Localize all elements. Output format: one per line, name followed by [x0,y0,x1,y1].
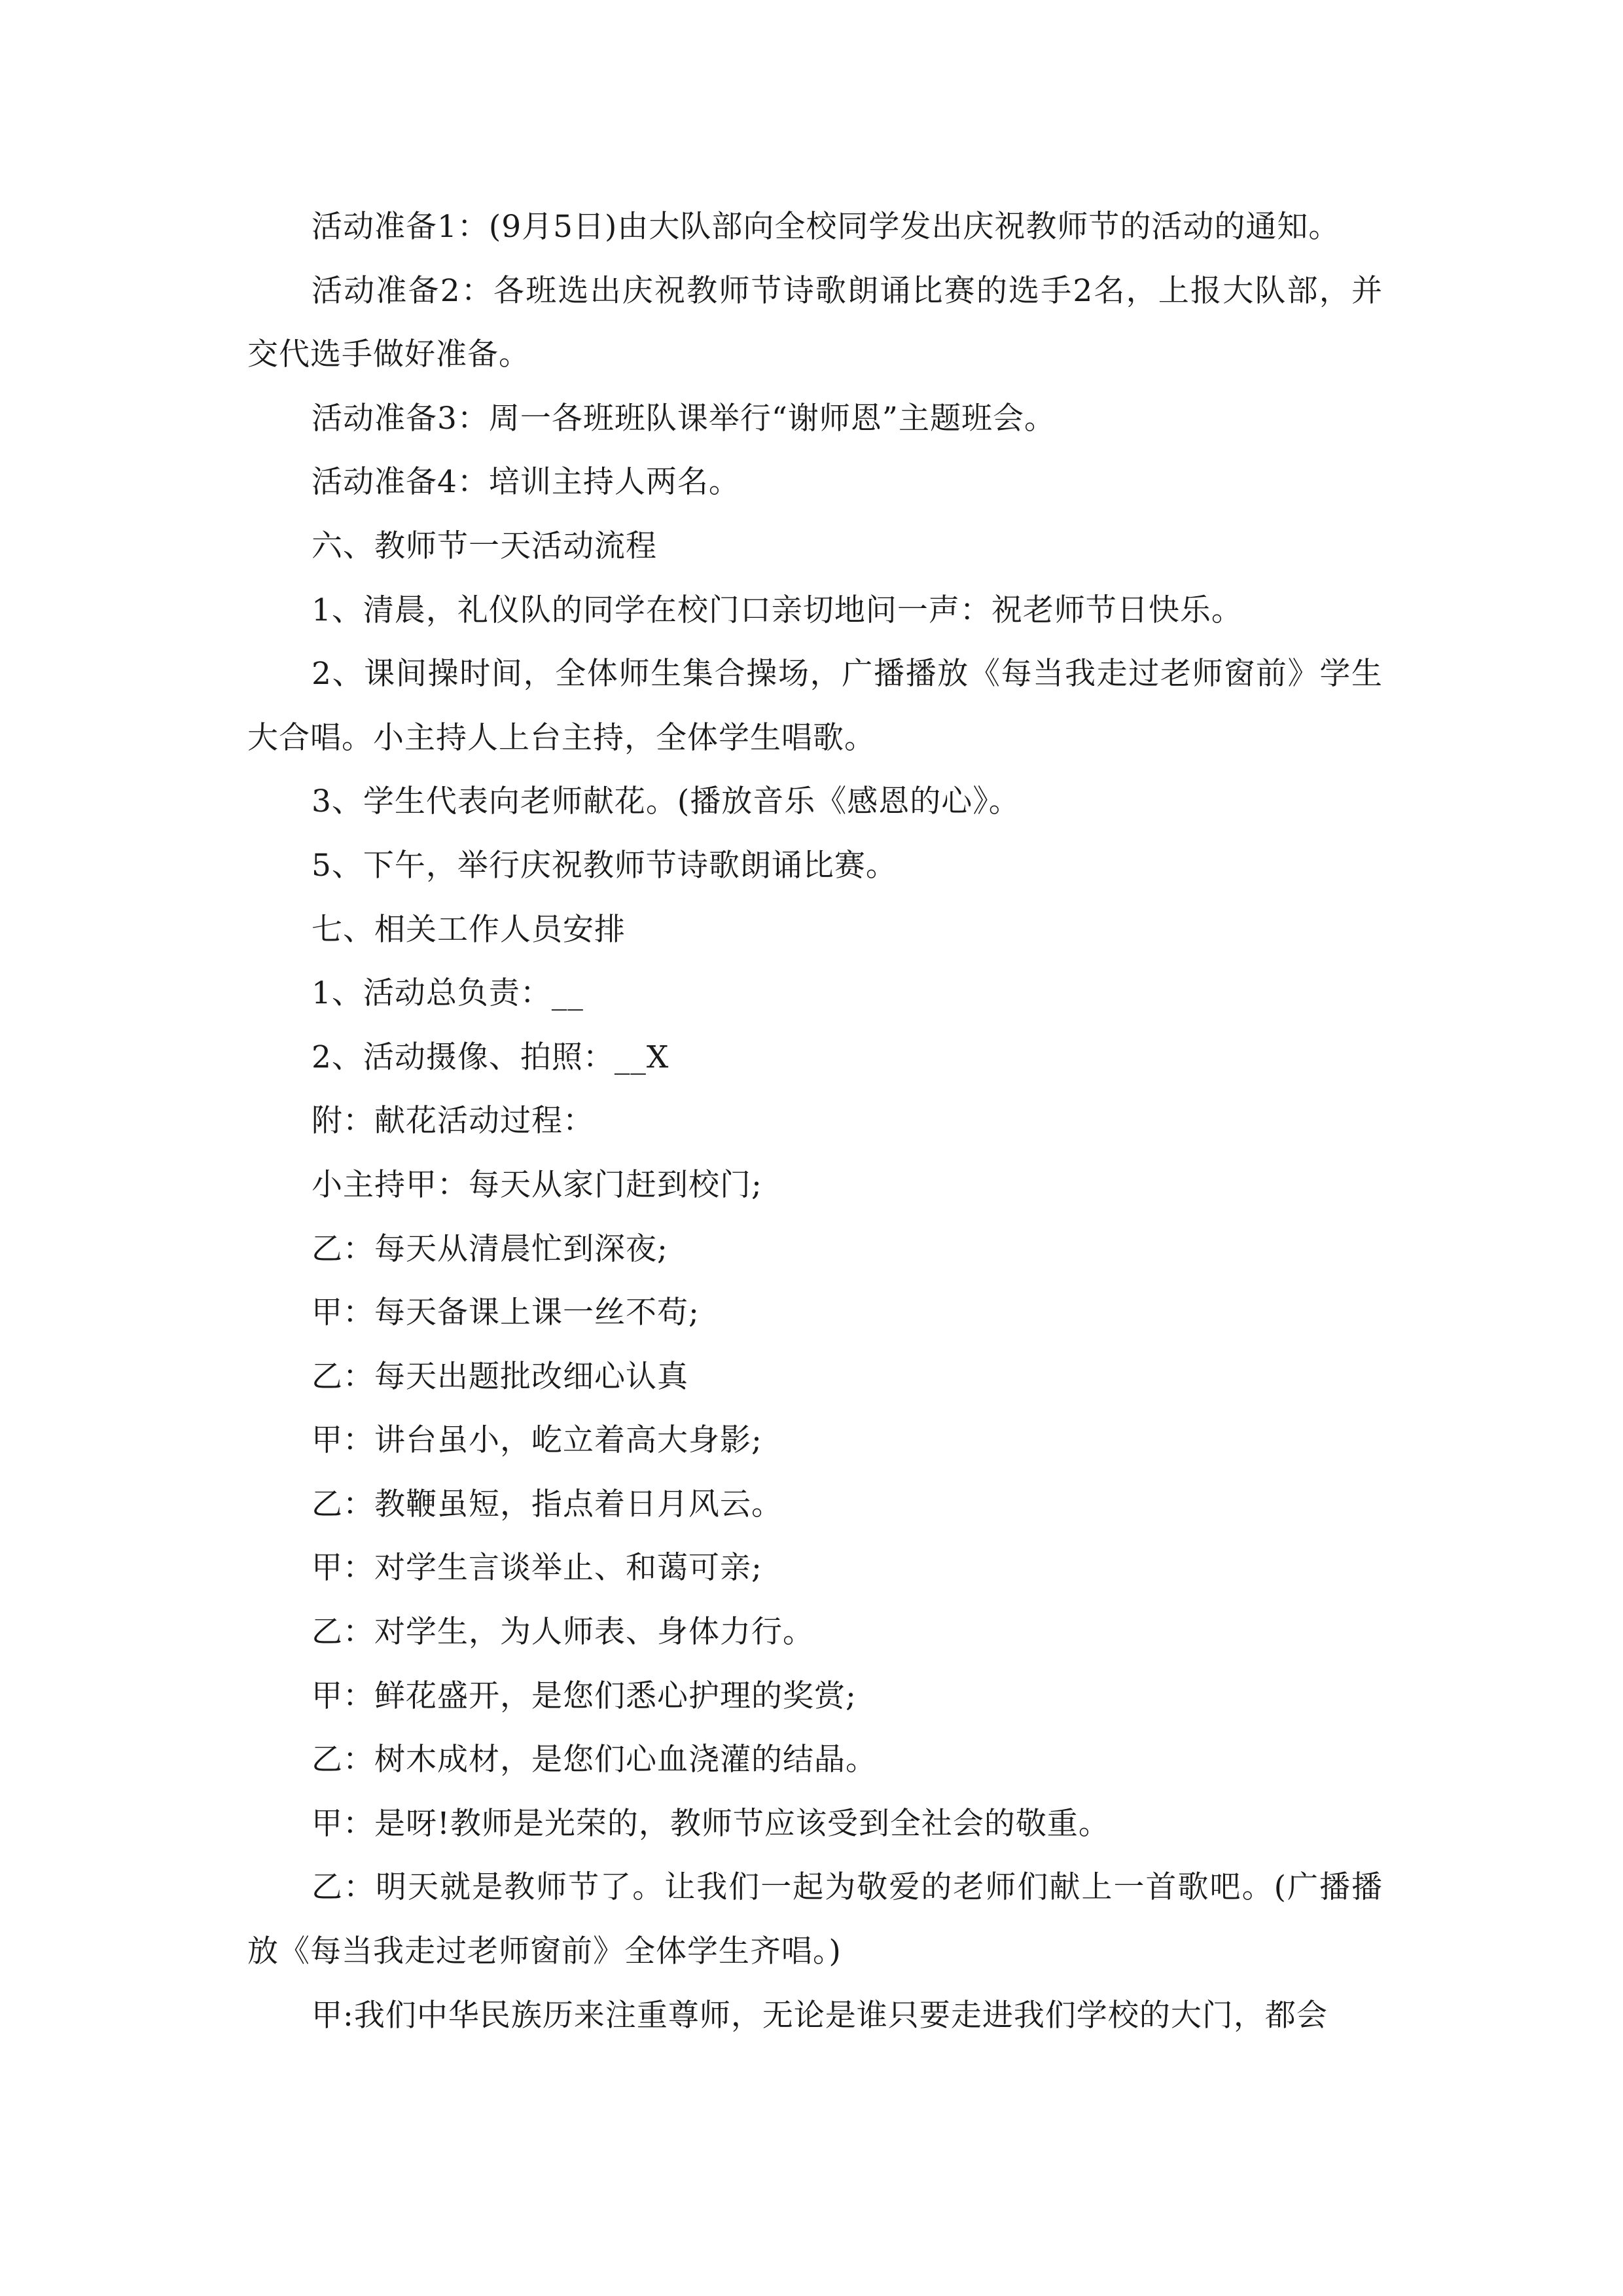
dialogue-line: 乙：对学生，为人师表、身体力行。 [312,1614,814,1651]
document-body [247,195,1383,2047]
dialogue-line: 甲：鲜花盛开，是您们悉心护理的奖赏; [312,1677,857,1714]
paragraph-prep-1: 活动准备1：(9月5日)由大队部向全校同学发出庆祝教师节的活动的通知。 [312,209,1340,245]
dialogue-line: 乙：每天出题批改细心认真 [312,1358,688,1395]
paragraph-prep-4: 活动准备4：培训主持人两名。 [312,464,740,501]
dialogue-line: 甲：对学生言谈举止、和蔼可亲; [312,1550,762,1587]
paragraph-prep-2: 活动准备2：各班选出庆祝教师节诗歌朗诵比赛的选手2名，上报大队部，并交代选手做好准备。 [247,272,1383,373]
paragraph-process-5: 5、下午，举行庆祝教师节诗歌朗诵比赛。 [312,847,897,884]
dialogue-line: 乙：明天就是教师节了。让我们一起为敬爱的老师们献上一首歌吧。(广播播放《每当我走过老师窗前》全体学生齐唱。) [247,1869,1383,1970]
dialogue-line: 乙：树木成材，是您们心血浇灌的结晶。 [312,1742,877,1778]
paragraph-prep-3: 活动准备3：周一各班班队课举行“谢师恩”主题班会。 [312,400,1056,437]
dialogue-line: 甲：是呀!教师是光荣的，教师节应该受到全社会的敬重。 [312,1805,1110,1842]
dialogue-line: 甲：每天备课上课一丝不苟; [312,1295,700,1331]
section-heading-process: 六、教师节一天活动流程 [312,528,657,564]
paragraph-process-2: 2、课间操时间，全体师生集合操场，广播播放《每当我走过老师窗前》学生大合唱。小主持人上台主持，全体学生唱歌。 [247,656,1383,756]
paragraph-process-3: 3、学生代表向老师献花。(播放音乐《感恩的心》。 [312,783,1020,820]
dialogue-line: 甲：讲台虽小，屹立着高大身影; [312,1422,762,1459]
paragraph-staff-1: 1、活动总负责：__ [312,975,584,1012]
paragraph-staff-2: 2、活动摄像、拍照：__X [312,1039,669,1075]
dialogue-line: 甲:我们中华民族历来注重尊师，无论是谁只要走进我们学校的大门，都会 [312,1997,1328,2034]
section-heading-staff: 七、相关工作人员安排 [312,911,626,948]
appendix-heading: 附：献花活动过程： [312,1103,594,1139]
dialogue-line: 乙：每天从清晨忙到深夜; [312,1230,668,1267]
dialogue-line: 乙：教鞭虽短，指点着日月风云。 [312,1486,783,1522]
paragraph-process-1: 1、清晨，礼仪队的同学在校门口亲切地问一声：祝老师节日快乐。 [312,592,1243,628]
dialogue-line: 小主持甲：每天从家门赶到校门; [312,1166,762,1203]
